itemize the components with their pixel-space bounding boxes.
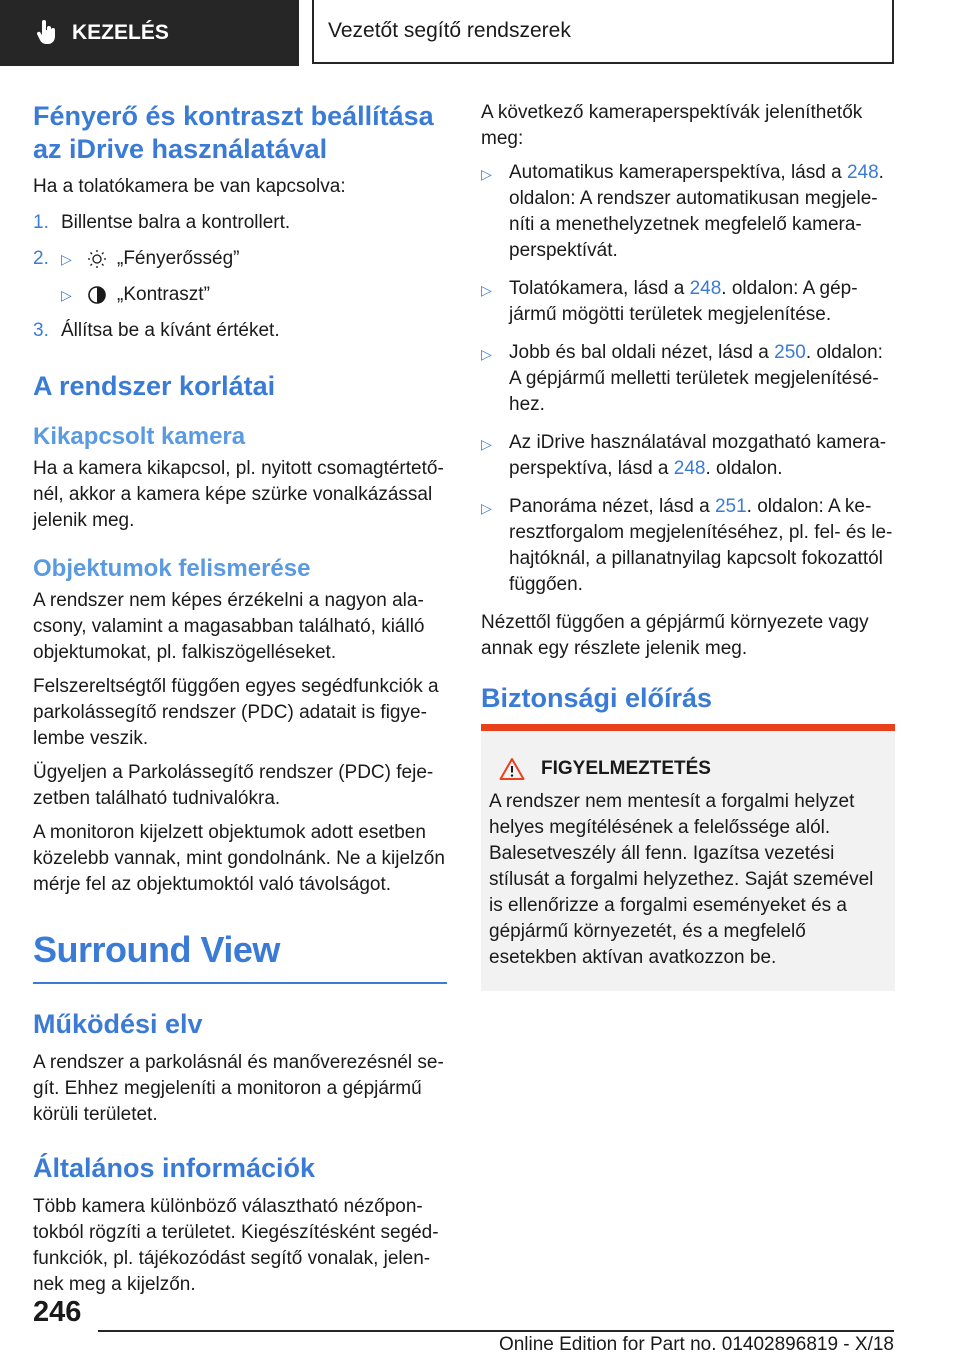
warning-content xyxy=(481,731,895,991)
heading-surround-view: Surround View xyxy=(33,929,280,970)
list-item: ▷ Panoráma nézet, lásd a 251. oldalon: A keresztforgalom megjelenítéséhez, pl. fel- és lehajtóknál, a pillanatnyilag kapcsolt fokozattól függően. xyxy=(481,496,893,595)
footer-rule xyxy=(98,1330,894,1332)
paragraph-camera-off: Ha a kamera kikapcsol, pl. nyitott csomagtértetőnél, akkor a kamera képe szürke vonalkázással jelenik meg. xyxy=(33,458,444,531)
triangle-icon: ▷ xyxy=(481,346,492,362)
steps-list-cont xyxy=(33,318,447,344)
chapter-title: Vezetőt segítő rendszerek xyxy=(328,19,571,42)
contrast-icon xyxy=(87,285,107,305)
triangle-icon: ▷ xyxy=(481,500,492,516)
paragraph-views: A következő kameraperspektívák jeleníthetők meg: xyxy=(481,102,863,149)
heading-rule xyxy=(33,982,447,984)
heading-limits: A rendszer korlátai xyxy=(33,371,276,401)
list-item: ▷ Jobb és bal oldali nézet, lásd a 250. oldalon: A gépjármű melletti területek megjelenítéséhez. xyxy=(481,342,883,415)
heading-general: Általános információk xyxy=(33,1153,316,1183)
warning-bar xyxy=(481,724,895,731)
hand-pointer-icon xyxy=(36,20,58,46)
page-link[interactable]: 248 xyxy=(689,278,722,299)
heading-camera-off: Kikapcsolt kamera xyxy=(33,423,246,450)
list-item: 3. Állítsa be a kívánt értéket. xyxy=(33,320,280,341)
footer-edition: Online Edition for Part no. 01402896819 - X/18 xyxy=(498,1334,894,1355)
page-link[interactable]: 250 xyxy=(774,342,806,363)
paragraph-objects-3: Ügyeljen a Parkolássegítő rendszer (PDC) fejezetben található tudnivalókra. xyxy=(33,762,434,809)
paragraph-principle: A rendszer a parkolásnál és manőverezésnél segít. Ehhez megjeleníti a monitoron a gépjármű körüli területet. xyxy=(33,1052,444,1125)
heading-safety: Biztonsági előírás xyxy=(481,683,713,713)
sun-icon xyxy=(87,249,107,269)
heading-principle: Működési elv xyxy=(33,1009,203,1039)
list-item: ▷ „Kontraszt” xyxy=(33,282,447,308)
paragraph-after: Nézettől függően a gépjármű környezete vagy annak egy részlete jelenik meg. xyxy=(481,612,869,659)
triangle-icon: ▷ xyxy=(481,166,492,182)
page-link[interactable]: 251 xyxy=(714,496,747,517)
section-title: KEZELÉS xyxy=(72,21,169,44)
page-header xyxy=(0,0,960,66)
list-item: 1. Billentse balra a kontrollert. xyxy=(33,212,291,233)
right-column xyxy=(481,100,895,991)
warning-text: A rendszer nem mentesít a forgalmi helyzet helyes megítélésének a felelőssége alól. Balesetveszély áll fenn. Igazítsa vezetési stílusát a forgalmi helyzethez. Saját szemével is ellenőrizze a forgalmi eseményeket és a gépjármű környezetét, és a megfelelő esetekben aktívan avatkozzon be. xyxy=(489,791,874,968)
heading-brightness: Fényerő és kontraszt beállítása az iDrive használatával xyxy=(33,101,434,164)
paragraph-objects-1: A rendszer nem képes érzékelni a nagyon alacsony, valamint a magasabban található, kiálló objektumokat, pl. falkiszögelléseket. xyxy=(33,590,425,663)
paragraph-objects-2: Felszereltségtől függően egyes segédfunkciók a parkolássegítő rendszer (PDC) adatait is figyelembe veszik. xyxy=(33,676,439,749)
warning-triangle-icon xyxy=(499,757,525,781)
paragraph-intro: Ha a tolatókamera be van kapcsolva: xyxy=(33,176,346,197)
page-link[interactable]: 248 xyxy=(846,162,879,183)
paragraph-general: Több kamera különböző választható nézőpontokból rögzíti a területet. Kiegészítésként segédfunkciók, pl. tájékozódást segítő vonalak, jelennek meg a kijelzőn. xyxy=(33,1196,439,1295)
list-item: 2. ▷ „Fényerősség” xyxy=(33,246,447,272)
chapter-box xyxy=(312,0,894,64)
warning-box xyxy=(481,724,895,991)
paragraph-objects-4: A monitoron kijelzett objektumok adott esetben közelebb vannak, mint gondolnánk. Ne a kijelzőn mérje fel az objektumoktól való távolságot. xyxy=(33,822,445,895)
left-column xyxy=(33,100,447,1306)
list-item: ▷ Automatikus kameraperspektíva, lásd a 248. oldalon: A rendszer automatikusan megjeleníti a menethelyzetnek megfelelő kameraperspektívát. xyxy=(481,162,884,261)
triangle-icon: ▷ xyxy=(61,251,72,267)
list-item: ▷ Tolatókamera, lásd a 248. oldalon: A gépjármű mögötti területek megjelenítése. xyxy=(481,278,858,325)
list-item: ▷ Az iDrive használatával mozgatható kameraperspektíva, lásd a 248. oldalon. xyxy=(481,432,887,479)
warning-title: FIGYELMEZTETÉS xyxy=(489,757,883,781)
views-list xyxy=(481,160,895,598)
triangle-icon: ▷ xyxy=(61,287,72,303)
heading-objects: Objektumok felismerése xyxy=(33,555,311,582)
page-link[interactable]: 248 xyxy=(673,458,706,479)
page-number: 246 xyxy=(33,1296,82,1328)
section-tab xyxy=(0,0,299,66)
steps-list xyxy=(33,210,447,236)
triangle-icon: ▷ xyxy=(481,436,492,452)
triangle-icon: ▷ xyxy=(481,282,492,298)
